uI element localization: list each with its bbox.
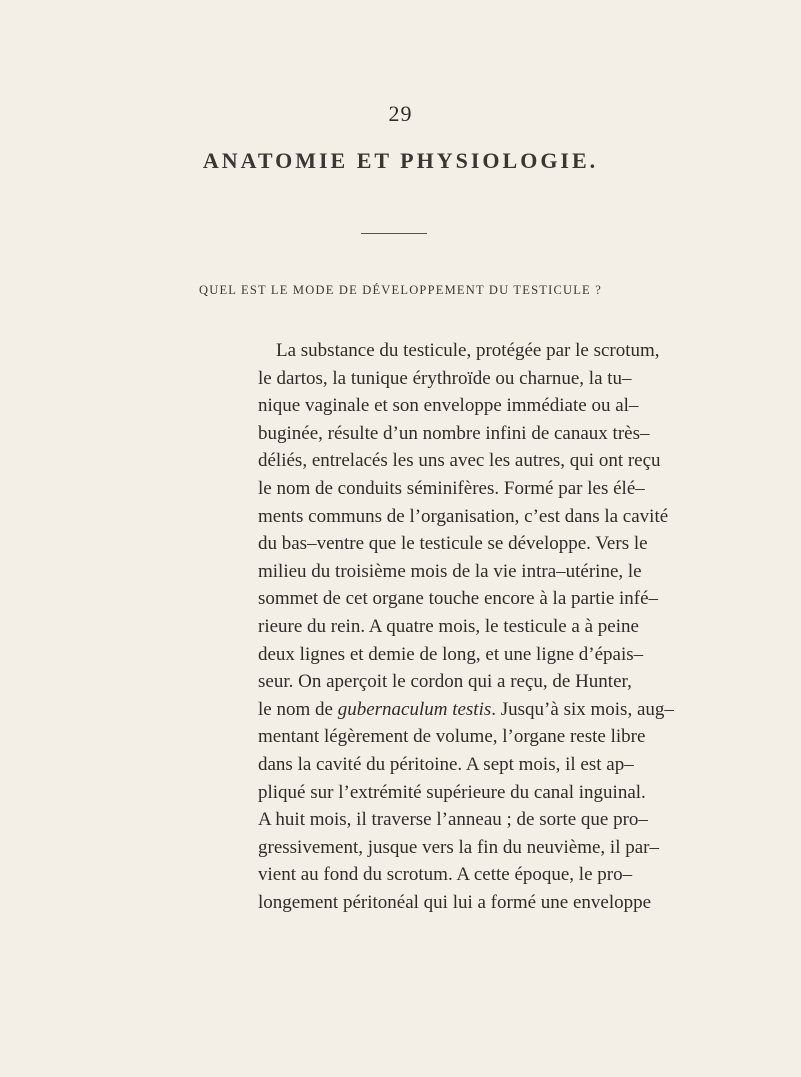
text-line-with-italic (258, 696, 674, 724)
text-line: ments communs de l’organisation, c’est dans la cavité (258, 505, 669, 527)
text-line: déliés, entrelacés les uns avec les autres, qui ont reçu (258, 450, 661, 472)
text-line: buginée, résulte d’un nombre infini de canaux très– (258, 422, 650, 444)
text-line: deux lignes et demie de long, et une ligne d’épais– (258, 643, 644, 665)
text-line: rieure du rein. A quatre mois, le testicule a à peine (258, 615, 639, 637)
chapter-title: ANATOMIE ET PHYSIOLOGIE. (202, 148, 599, 173)
text-line: La substance du testicule, protégée par le scrotum, (276, 340, 660, 361)
text-line: longement péritonéal qui lui a formé une enveloppe (258, 891, 652, 913)
section-question: QUEL EST LE MODE DE DÉVELOPPEMENT DU TESTICULE ? (199, 283, 602, 297)
text-line: vient au fond du scrotum. A cette époque, le pro– (258, 864, 633, 886)
text-line: seur. On aperçoit le cordon qui a reçu, de Hunter, (258, 671, 632, 693)
page-number: 29 (388, 101, 413, 126)
text-line: dans la cavité du péritoine. A sept mois, il est ap– (258, 753, 634, 775)
text-fragment: le nom de (258, 698, 338, 720)
text-line: mentant légèrement de volume, l’organe reste libre (258, 726, 646, 748)
text-line: gressivement, jusque vers la fin du neuvième, il par– (258, 836, 660, 858)
text-line: A huit mois, il traverse l’anneau ; de sorte que pro– (258, 809, 648, 831)
text-fragment: . Jusqu’à six mois, aug– (491, 698, 674, 720)
text-line: pliqué sur l’extrémité supérieure du canal inguinal. (258, 781, 646, 803)
text-line: milieu du troisième mois de la vie intra–utérine, le (258, 560, 642, 582)
text-line: sommet de cet organe touche encore à la partie infé– (258, 588, 659, 610)
text-line: nique vaginale et son enveloppe immédiate ou al– (258, 395, 639, 417)
divider-rule (361, 233, 427, 234)
text-line: du bas–ventre que le testicule se développe. Vers le (258, 533, 648, 555)
body-text (258, 337, 674, 916)
latin-term: gubernaculum testis (337, 698, 492, 720)
text-line: le nom de conduits séminifères. Formé par les élé– (258, 477, 645, 499)
text-line: le dartos, la tunique érythroïde ou charnue, la tu– (258, 367, 632, 389)
